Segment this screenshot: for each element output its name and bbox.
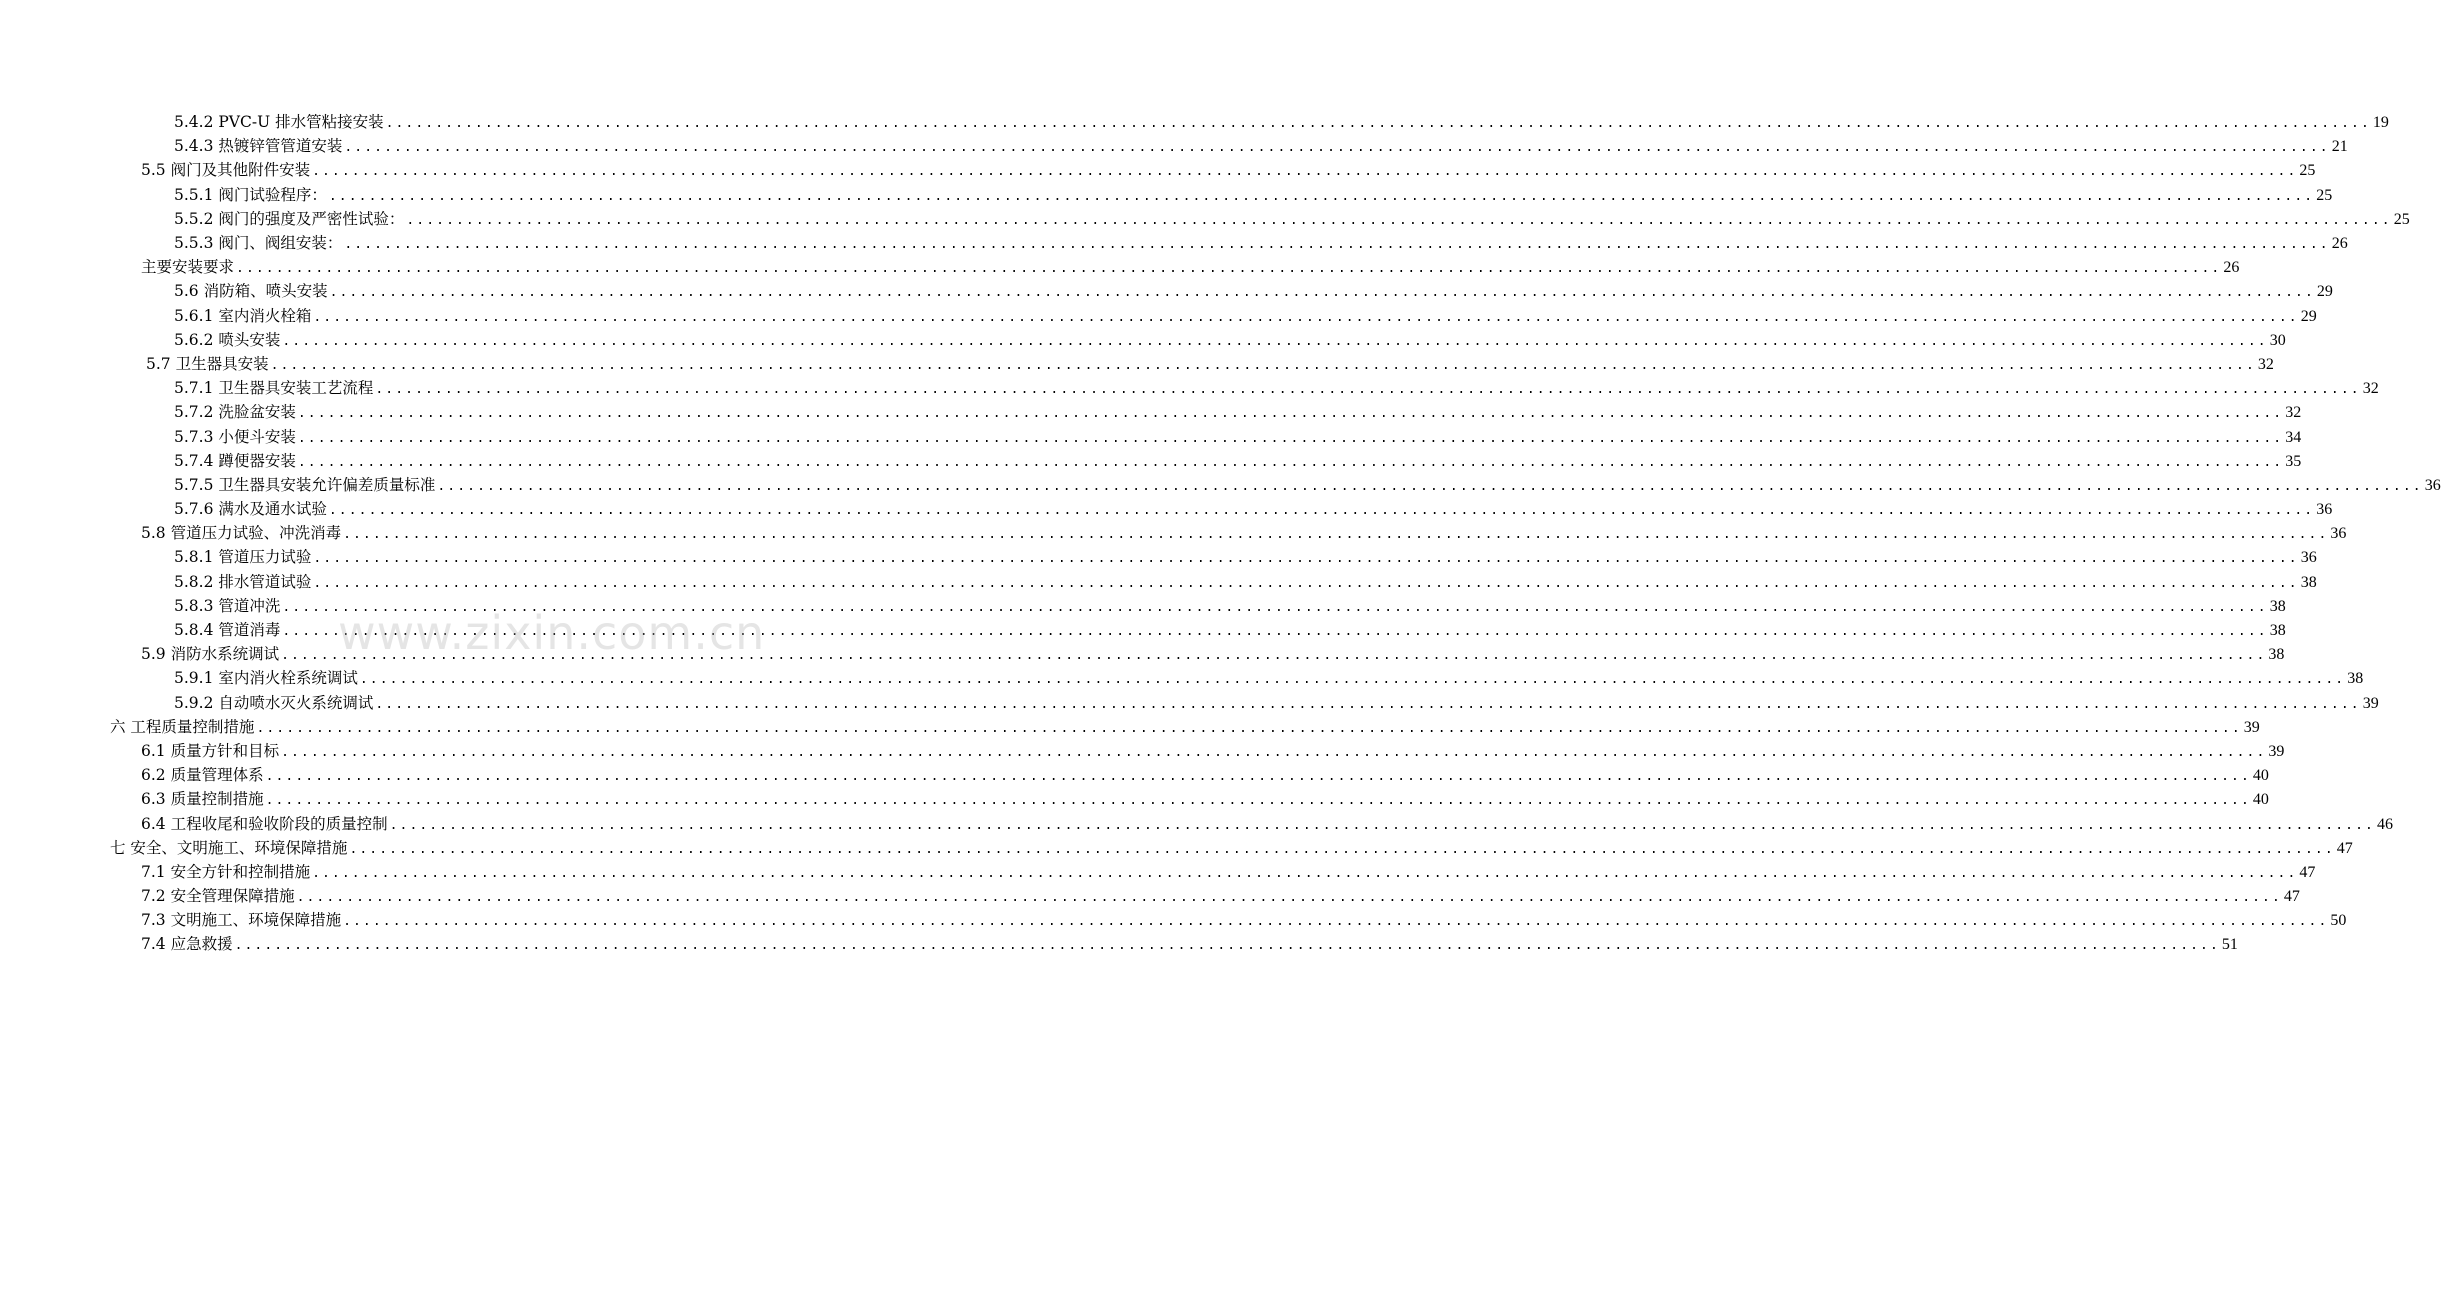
toc-entry-line — [141, 521, 2347, 545]
toc-entry-page-number: 47 — [2299, 863, 2316, 881]
toc-entry-page-number: 39 — [2362, 694, 2379, 712]
toc-entry-title: 7.3 文明施工、环境保障措施 — [141, 911, 342, 930]
toc-entry-line — [174, 376, 2379, 400]
toc-dot-leader: ........................................................................................................................................................................................................ — [328, 503, 2315, 519]
toc-entry-title: 六 工程质量控制措施 — [110, 717, 255, 736]
toc-entry-title: 5.8.2 排水管道试验 — [174, 572, 312, 591]
toc-entry-page-number: 36 — [2316, 501, 2333, 519]
toc-entry-page-number: 26 — [2331, 235, 2348, 253]
toc-entry-line — [141, 255, 2240, 279]
toc-entry-page-number: 29 — [2300, 307, 2317, 325]
toc-dot-leader: ........................................................................................................................................................................................................ — [297, 406, 2284, 422]
toc-entry-title: 5.5.1 阀门试验程序： — [174, 185, 327, 204]
toc-entry[interactable] — [0, 545, 2317, 569]
toc-dot-leader: ........................................................................................................................................................................................................ — [329, 285, 2315, 301]
toc-entry-title: 7.1 安全方针和控制措施 — [141, 862, 311, 881]
toc-entry[interactable] — [0, 424, 2302, 448]
toc-entry-title: 5.6.2 喷头安装 — [174, 330, 281, 349]
toc-entry-title: 5.7 卫生器具安装 — [146, 354, 269, 373]
toc-entry-line — [174, 594, 2286, 618]
toc-entry-page-number: 32 — [2362, 380, 2379, 398]
toc-entry-page-number: 47 — [2336, 839, 2353, 857]
toc-dot-leader: ........................................................................................................................................................................................................ — [359, 672, 2346, 688]
toc-dot-leader: ........................................................................................................................................................................................................ — [265, 769, 2251, 785]
toc-entry-line — [141, 763, 2269, 787]
toc-entry-title: 5.7.6 满水及通水试验 — [174, 500, 327, 519]
toc-dot-leader: ........................................................................................................................................................................................................ — [297, 454, 2284, 470]
toc-entry-title: 5.4.2 PVC-U 排水管粘接安装 — [174, 113, 384, 132]
toc-entry-title: 5.8.4 管道消毒 — [174, 621, 281, 640]
toc-dot-leader: ........................................................................................................................................................................................................ — [406, 212, 2392, 228]
toc-entry[interactable] — [0, 207, 2410, 231]
toc-dot-leader: ........................................................................................................................................................................................................ — [328, 188, 2315, 204]
toc-entry-page-number: 46 — [2376, 815, 2393, 833]
toc-entry[interactable] — [0, 279, 2333, 303]
toc-entry-title: 5.7.2 洗脸盆安装 — [174, 403, 296, 422]
toc-entry-line — [174, 473, 2441, 497]
toc-entry-line — [141, 642, 2285, 666]
toc-dot-leader: ........................................................................................................................................................................................................ — [389, 817, 2375, 833]
toc-entry[interactable] — [0, 618, 2286, 642]
toc-entry[interactable] — [0, 666, 2364, 690]
toc-entry[interactable] — [0, 763, 2269, 787]
toc-dot-leader: ........................................................................................................................................................................................................ — [281, 744, 2267, 760]
toc-entry[interactable] — [0, 231, 2348, 255]
toc-entry-page-number: 25 — [2299, 162, 2316, 180]
toc-entry-line — [141, 908, 2347, 932]
toc-entry-page-number: 39 — [2243, 718, 2260, 736]
toc-dot-leader: ........................................................................................................................................................................................................ — [313, 551, 2299, 567]
toc-entry-title: 6.3 质量控制措施 — [141, 790, 264, 809]
toc-entry-line — [174, 545, 2317, 569]
toc-dot-leader: ........................................................................................................................................................................................................ — [312, 865, 2298, 881]
toc-entry-line — [141, 932, 2238, 956]
toc-entry-line — [141, 884, 2300, 908]
toc-dot-leader: ........................................................................................................................................................................................................ — [313, 575, 2299, 591]
toc-entry-line — [174, 691, 2379, 715]
toc-entry[interactable] — [0, 521, 2347, 545]
toc-entry-title: 5.8.1 管道压力试验 — [174, 548, 312, 567]
toc-entry-title: 5.9.2 自动喷水灭火系统调试 — [174, 693, 374, 712]
toc-entry[interactable] — [0, 811, 2393, 835]
toc-entry-line — [174, 666, 2364, 690]
toc-entry-page-number: 38 — [2269, 597, 2286, 615]
toc-dot-leader: ........................................................................................................................................................................................................ — [344, 237, 2330, 253]
toc-entry[interactable] — [0, 932, 2238, 956]
toc-entry-line — [174, 231, 2348, 255]
toc-entry-page-number: 34 — [2285, 428, 2302, 446]
toc-dot-leader: ........................................................................................................................................................................................................ — [344, 140, 2330, 156]
toc-entry-line — [146, 352, 2274, 376]
toc-entry[interactable] — [0, 570, 2317, 594]
toc-entry-line — [141, 860, 2316, 884]
toc-entry[interactable] — [0, 642, 2285, 666]
toc-dot-leader: ........................................................................................................................................................................................................ — [282, 599, 2268, 615]
toc-dot-leader: ........................................................................................................................................................................................................ — [234, 938, 2220, 954]
toc-entry-line — [110, 836, 2353, 860]
toc-entry[interactable] — [0, 787, 2269, 811]
toc-dot-leader: ........................................................................................................................................................................................................ — [281, 648, 2267, 664]
toc-entry-title: 七 安全、文明施工、环境保障措施 — [110, 838, 348, 857]
toc-entry[interactable] — [0, 884, 2300, 908]
toc-entry-page-number: 38 — [2268, 646, 2285, 664]
toc-entry-page-number: 51 — [2221, 936, 2238, 954]
toc-entry[interactable] — [0, 691, 2379, 715]
toc-entry-line — [174, 207, 2410, 231]
toc-entry-title: 5.6 消防箱、喷头安装 — [174, 282, 328, 301]
toc-entry-line — [174, 279, 2333, 303]
toc-entry-page-number: 40 — [2252, 767, 2269, 785]
toc-entry-line — [174, 497, 2333, 521]
toc-entry-page-number: 35 — [2285, 452, 2302, 470]
toc-entry-line — [174, 449, 2302, 473]
toc-entry-page-number: 25 — [2316, 186, 2333, 204]
toc-entry-title: 5.8.3 管道冲洗 — [174, 596, 281, 615]
toc-entry[interactable] — [0, 449, 2302, 473]
toc-entry[interactable] — [0, 836, 2353, 860]
toc-entry-line — [174, 570, 2317, 594]
toc-dot-leader: ........................................................................................................................................................................................................ — [313, 309, 2299, 325]
toc-entry-line — [141, 812, 2393, 836]
toc-entry[interactable] — [0, 255, 2240, 279]
toc-entry[interactable] — [0, 158, 2316, 182]
toc-entry-line — [174, 328, 2286, 352]
toc-entry[interactable] — [0, 304, 2317, 328]
toc-entry[interactable] — [0, 183, 2333, 207]
toc-entry-page-number: 50 — [2330, 912, 2347, 930]
toc-entry[interactable] — [0, 594, 2286, 618]
toc-entry-page-number: 29 — [2316, 283, 2333, 301]
toc-entry[interactable] — [0, 134, 2348, 158]
toc-entry-title: 5.5 阀门及其他附件安装 — [141, 161, 311, 180]
toc-dot-leader: ........................................................................................................................................................................................................ — [312, 164, 2298, 180]
toc-entry-page-number: 36 — [2330, 525, 2347, 543]
toc-entry-page-number: 36 — [2424, 476, 2441, 494]
toc-entry[interactable] — [0, 860, 2316, 884]
toc-entry-page-number: 47 — [2283, 888, 2300, 906]
toc-entry-line — [141, 787, 2269, 811]
toc-entry-title: 5.5.2 阀门的强度及严密性试验： — [174, 209, 405, 228]
toc-entry-line — [174, 400, 2302, 424]
toc-entry[interactable] — [0, 473, 2441, 497]
toc-entry[interactable] — [0, 497, 2333, 521]
toc-entry-page-number: 26 — [2223, 259, 2240, 277]
toc-entry-page-number: 32 — [2257, 355, 2274, 373]
toc-entry-title: 6.4 工程收尾和验收阶段的质量控制 — [141, 814, 388, 833]
toc-dot-leader: ........................................................................................................................................................................................................ — [375, 696, 2361, 712]
toc-entry-title: 5.6.1 室内消火栓箱 — [174, 306, 312, 325]
toc-dot-leader: ........................................................................................................................................................................................................ — [256, 720, 2242, 736]
toc-entry-title: 5.8 管道压力试验、冲洗消毒 — [141, 524, 342, 543]
toc-entry-page-number: 40 — [2252, 791, 2269, 809]
toc-dot-leader: ........................................................................................................................................................................................................ — [236, 261, 2222, 277]
toc-dot-leader: ........................................................................................................................................................................................................ — [375, 382, 2361, 398]
toc-dot-leader: ........................................................................................................................................................................................................ — [343, 527, 2329, 543]
toc-entry-title: 6.2 质量管理体系 — [141, 766, 264, 785]
toc-entry-line — [174, 425, 2302, 449]
toc-dot-leader: ........................................................................................................................................................................................................ — [385, 116, 2371, 132]
toc-dot-leader: ........................................................................................................................................................................................................ — [270, 357, 2256, 373]
toc-entry-line — [174, 183, 2333, 207]
toc-entry-page-number: 39 — [2268, 742, 2285, 760]
toc-entry-title: 5.4.3 热镀锌管管道安装 — [174, 137, 343, 156]
toc-dot-leader: ........................................................................................................................................................................................................ — [349, 841, 2335, 857]
toc-entry-title: 5.7.1 卫生器具安装工艺流程 — [174, 379, 374, 398]
toc-entry[interactable] — [0, 352, 2274, 376]
toc-entry-title: 7.4 应急救援 — [141, 935, 233, 954]
toc-entry-line — [110, 715, 2260, 739]
toc-entry-page-number: 21 — [2331, 138, 2348, 156]
toc-dot-leader: ........................................................................................................................................................................................................ — [297, 430, 2284, 446]
toc-entry-title: 5.5.3 阀门、阀组安装： — [174, 234, 343, 253]
toc-dot-leader: ........................................................................................................................................................................................................ — [343, 914, 2329, 930]
toc-entry-title: 5.9.1 室内消火栓系统调试 — [174, 669, 358, 688]
toc-entry[interactable] — [0, 715, 2260, 739]
table-of-contents — [0, 110, 2441, 957]
toc-dot-leader: ........................................................................................................................................................................................................ — [265, 793, 2251, 809]
toc-entry-line — [141, 739, 2285, 763]
toc-entry-page-number: 38 — [2269, 622, 2286, 640]
toc-entry-line — [174, 304, 2317, 328]
toc-dot-leader: ........................................................................................................................................................................................................ — [437, 478, 2423, 494]
toc-entry-title: 5.7.3 小便斗安装 — [174, 427, 296, 446]
toc-entry-title: 5.9 消防水系统调试 — [141, 645, 280, 664]
toc-dot-leader: ........................................................................................................................................................................................................ — [282, 333, 2268, 349]
toc-entry[interactable] — [0, 908, 2347, 932]
toc-entry-page-number: 36 — [2300, 549, 2317, 567]
toc-entry[interactable] — [0, 739, 2285, 763]
toc-entry-page-number: 25 — [2393, 210, 2410, 228]
toc-entry-title: 5.7.5 卫生器具安装允许偏差质量标准 — [174, 475, 436, 494]
toc-entry-line — [174, 110, 2389, 134]
toc-entry-line — [174, 134, 2348, 158]
toc-entry[interactable] — [0, 110, 2389, 134]
toc-entry-page-number: 38 — [2347, 670, 2364, 688]
watermark: www.zixin.com.cn — [338, 606, 766, 660]
toc-entry-title: 5.7.4 蹲便器安装 — [174, 451, 296, 470]
toc-entry-title: 主要安装要求 — [141, 258, 235, 277]
toc-entry-page-number: 38 — [2300, 573, 2317, 591]
toc-entry-page-number: 32 — [2285, 404, 2302, 422]
toc-dot-leader: ........................................................................................................................................................................................................ — [282, 624, 2268, 640]
toc-dot-leader: ........................................................................................................................................................................................................ — [296, 890, 2282, 906]
toc-entry-page-number: 30 — [2269, 331, 2286, 349]
toc-entry[interactable] — [0, 400, 2302, 424]
toc-entry-line — [141, 158, 2316, 182]
toc-entry-title: 6.1 质量方针和目标 — [141, 741, 280, 760]
toc-entry-title: 7.2 安全管理保障措施 — [141, 887, 295, 906]
toc-entry-page-number: 19 — [2372, 114, 2389, 132]
toc-entry-line — [174, 618, 2286, 642]
toc-entry[interactable] — [0, 376, 2379, 400]
toc-entry[interactable] — [0, 328, 2286, 352]
